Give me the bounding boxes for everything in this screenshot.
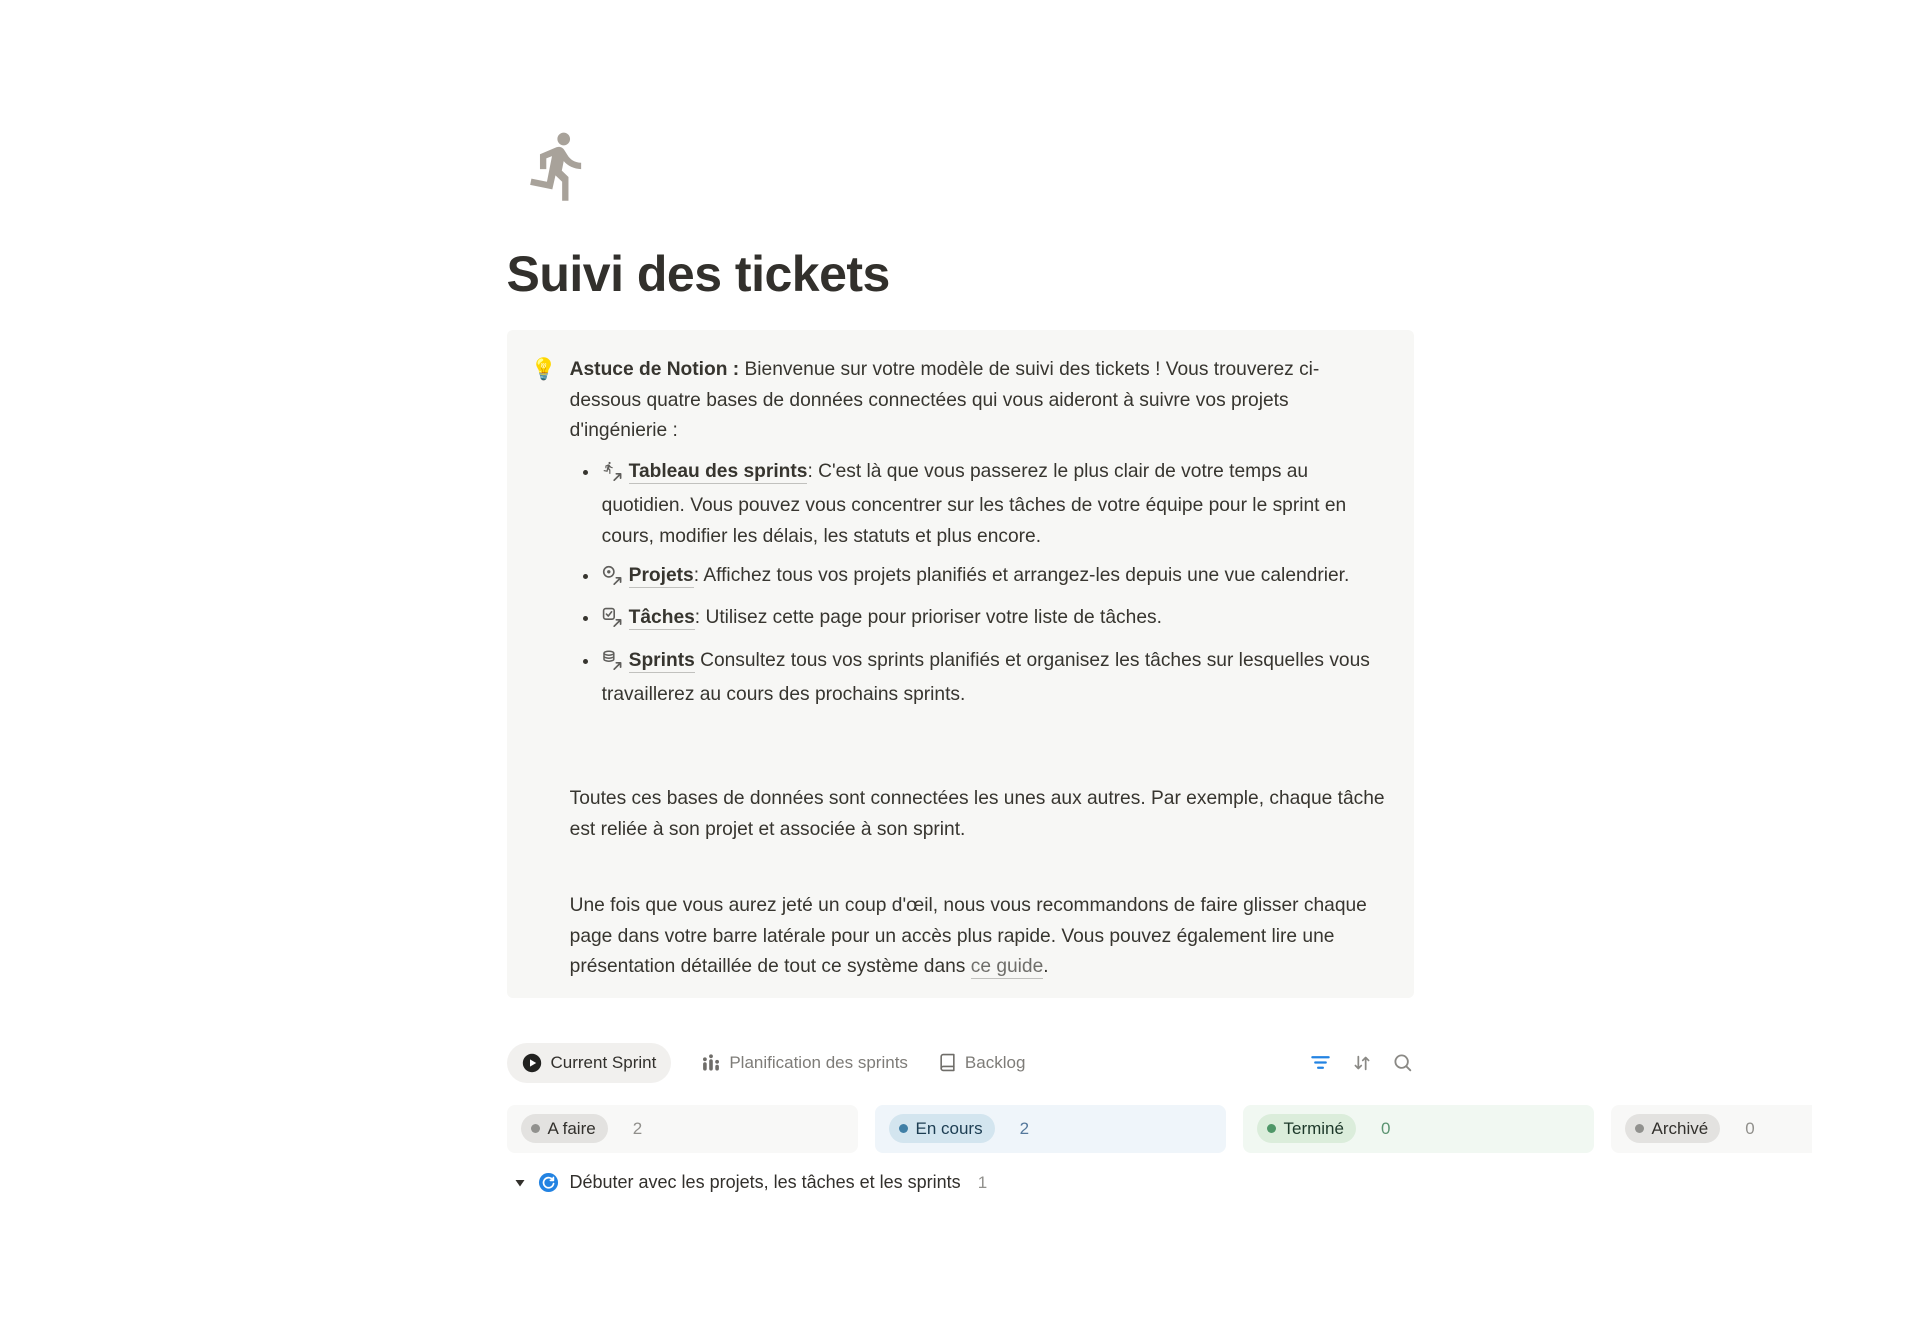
view-toolbar	[1309, 1051, 1414, 1074]
callout-bullet-list	[570, 457, 1386, 711]
group-count: 0	[1745, 1119, 1754, 1139]
running-person-link-icon	[602, 461, 622, 492]
play-circle-icon	[522, 1053, 542, 1073]
tab-current-sprint[interactable]	[507, 1043, 672, 1083]
group-pill-a-faire[interactable]	[521, 1114, 608, 1143]
callout-intro	[570, 355, 1386, 447]
bullet-sprints	[600, 646, 1386, 711]
group-label: A faire	[548, 1119, 596, 1139]
bullet-sprint-board	[600, 457, 1386, 553]
sort-icon[interactable]	[1351, 1052, 1373, 1074]
link-taches[interactable]: Tâches	[629, 607, 695, 630]
filter-icon[interactable]	[1309, 1051, 1332, 1074]
empty-line	[570, 845, 1386, 891]
board-column-a-faire	[507, 1105, 858, 1153]
search-icon[interactable]	[1392, 1052, 1414, 1074]
status-dot	[1267, 1124, 1276, 1133]
group-label: En cours	[916, 1119, 983, 1139]
group-pill-en-cours[interactable]	[889, 1114, 995, 1143]
subgroup-label[interactable]: Débuter avec les projets, les tâches et les sprints	[570, 1172, 961, 1193]
paragraph-3-period: .	[1043, 956, 1048, 977]
lightbulb-icon: 💡	[531, 355, 557, 983]
database-views-row	[507, 1043, 1414, 1083]
group-pill-termine[interactable]	[1257, 1114, 1356, 1143]
bullet-taches	[600, 603, 1386, 638]
group-count: 0	[1381, 1119, 1390, 1139]
callout-paragraph-3	[570, 891, 1386, 983]
status-dot	[1635, 1124, 1644, 1133]
collapse-triangle-icon[interactable]	[513, 1176, 527, 1190]
board-column-en-cours	[875, 1105, 1226, 1153]
board-column-archive	[1611, 1105, 1812, 1153]
bullet-projets	[600, 561, 1386, 596]
tab-label: Planification des sprints	[729, 1053, 908, 1073]
bullet-text: : C'est là que vous passerez le plus clair de votre temps au quotidien. Vous pouvez vous concentrer sur les tâches de votre équipe pour le sprint en cours, modifier les délais, les statuts et plus encore.	[602, 461, 1347, 547]
group-label: Archivé	[1652, 1119, 1709, 1139]
group-pill-archive[interactable]	[1625, 1114, 1721, 1143]
task-checkbox-link-icon	[602, 607, 622, 638]
tab-backlog[interactable]	[938, 1053, 1025, 1073]
paragraph-3-text: Une fois que vous aurez jeté un coup d'œil, nous vous recommandons de faire glisser chaque page dans votre barre latérale pour un accès plus rapide. Vous pouvez également lire une présentation détaillée de tout ce système dans	[570, 895, 1367, 977]
status-dot	[899, 1124, 908, 1133]
callout-paragraph-2: Toutes ces bases de données sont connectées les unes aux autres. Par exemple, chaque tâche est reliée à son projet et associée à son sprint.	[570, 784, 1386, 845]
board-subgroup-row	[507, 1168, 1920, 1198]
book-icon	[938, 1053, 957, 1072]
group-label: Terminé	[1284, 1119, 1344, 1139]
bullet-text: Consultez tous vos sprints planifiés et organisez les tâches sur lesquelles vous travaillerez au cours des prochains sprints.	[602, 650, 1370, 706]
group-count: 2	[1020, 1119, 1029, 1139]
kanban-board	[507, 1105, 1812, 1153]
page-title: Suivi des tickets	[507, 244, 1414, 304]
page-content	[507, 128, 1414, 1083]
sprint-planning-bars-icon	[701, 1053, 721, 1073]
link-tableau-des-sprints[interactable]: Tableau des sprints	[629, 461, 808, 484]
bullet-text: : Affichez tous vos projets planifiés et arrangez-les depuis une vue calendrier.	[694, 565, 1350, 586]
callout	[507, 330, 1414, 998]
callout-intro-label: Astuce de Notion :	[570, 359, 740, 380]
tab-label: Current Sprint	[551, 1053, 657, 1073]
empty-line	[570, 719, 1386, 784]
tab-planification-des-sprints[interactable]	[701, 1053, 908, 1073]
tab-label: Backlog	[965, 1053, 1025, 1073]
running-person-icon	[521, 128, 597, 204]
group-count: 2	[633, 1119, 642, 1139]
link-projets[interactable]: Projets	[629, 565, 694, 588]
board-column-termine	[1243, 1105, 1594, 1153]
link-sprints[interactable]: Sprints	[629, 650, 695, 673]
project-blue-circle-icon	[538, 1172, 559, 1193]
subgroup-count: 1	[978, 1173, 987, 1193]
callout-intro-text: Bienvenue sur votre modèle de suivi des tickets ! Vous trouverez ci-dessous quatre bases de données connectées qui vous aideront à suivre vos projets d'ingénierie :	[570, 359, 1320, 441]
target-link-icon	[602, 565, 622, 596]
bullet-text: : Utilisez cette page pour prioriser votre liste de tâches.	[695, 607, 1162, 628]
stack-link-icon	[602, 650, 622, 681]
link-ce-guide[interactable]: ce guide	[971, 956, 1044, 979]
status-dot	[531, 1124, 540, 1133]
